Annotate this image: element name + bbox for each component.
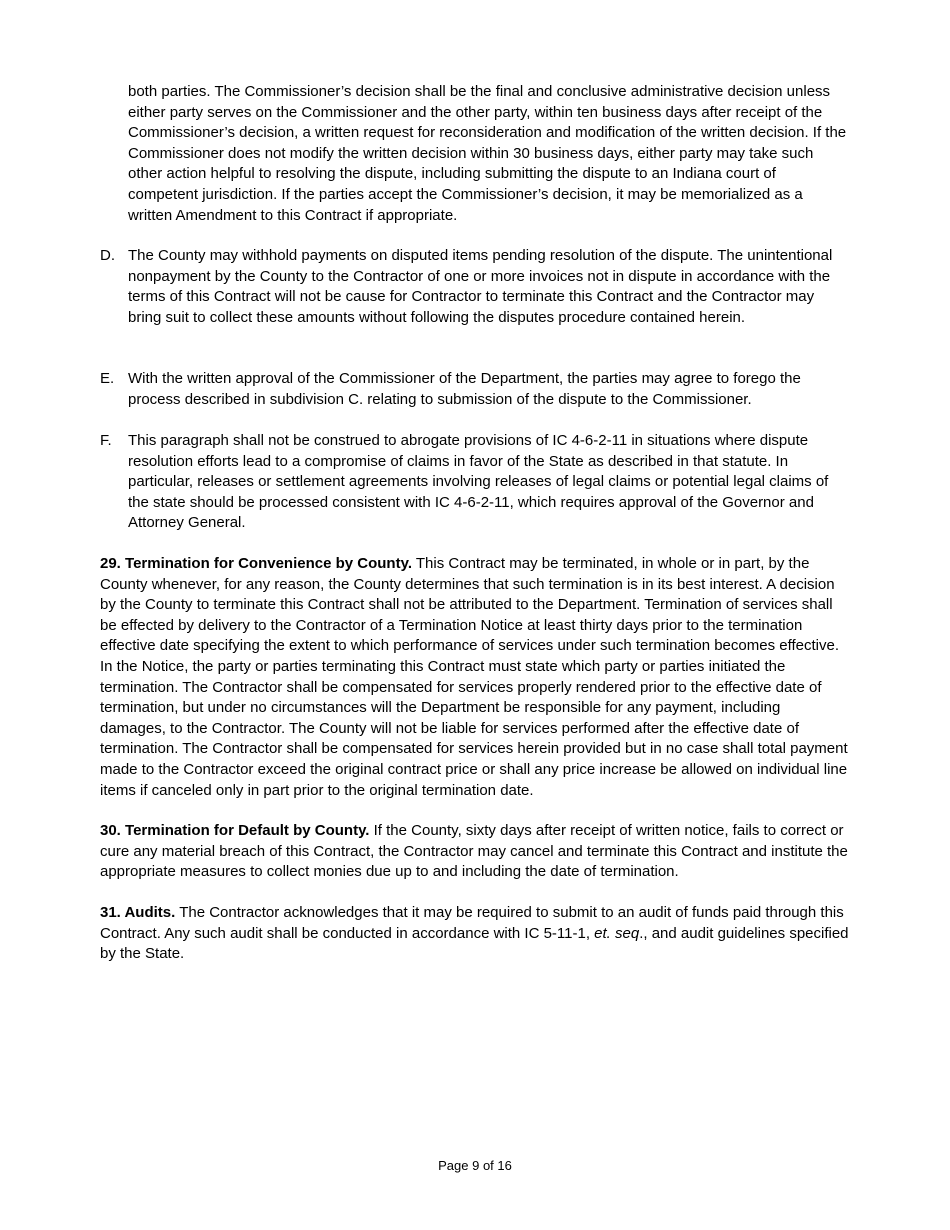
list-marker: F. xyxy=(100,432,112,449)
list-marker: D. xyxy=(100,247,115,264)
section-heading: 30. Termination for Default by County. xyxy=(100,822,370,839)
section-body: This Contract may be terminated, in whole or in part, by the County whenever, for any reason, the County determines that such termination is in its best interest. A decision by the County to terminate this Contract shall not be attributed to the Department. Termination of services shall be effected by delivery to the Contractor of a Termination Notice at least thirty days prior to the termination effective date specifying the extent to which performance of services under such termination becomes effective. In the Notice, the party or parties terminating this Contract must state which party or parties initiated the termination. The Contractor shall be compensated for services properly rendered prior to the effective date of termination, but under no circumstances will the Department be responsible for any payment, including damages, to the Contractor. The County will not be liable for services performed after the effective date of termination. The Contractor shall be compensated for services herein provided but in no case shall total payment made to the Contractor exceed the original contract price or shall any price increase be allowed on individual line items if canceled only in part prior to the original termination date. xyxy=(100,555,848,799)
list-item-text: This paragraph shall not be construed to abrogate provisions of IC 4-6-2-11 in situations where dispute resolution efforts lead to a compromise of claims in favor of the State as described in that statute. In particular, releases or settlement agreements involving releases of legal claims or potential legal claims of the state should be processed consistent with IC 4-6-2-11, which requires approval of the Governor and Attorney General. xyxy=(128,432,829,532)
section-body-end: ., and audit guidelines specified by the State. xyxy=(100,924,849,963)
list-item-text: The County may withhold payments on disputed items pending resolution of the dispute. The unintentional nonpayment by the County to the Contractor of one or more invoices not in dispute in accordance with the terms of this Contract will not be cause for Contractor to terminate this Contract and the Contractor may bring suit to collect these amounts without following the disputes procedure contained herein. xyxy=(128,247,833,326)
section-30-termination-default xyxy=(100,821,850,883)
continued-paragraph: both parties. The Commissioner’s decision shall be the final and conclusive administrative decision unless either party serves on the Commissioner and the other party, within ten business days after receipt of the Commissioner’s decision, a written request for reconsideration and modification of the written decision. If the Commissioner does not modify the written decision within 30 business days, either party may take such other action helpful to resolving the dispute, including submitting the dispute to an Indiana court of competent jurisdiction. If the parties accept the Commissioner’s decision, it may be memorialized as a written Amendment to this Contract if appropriate. xyxy=(128,83,847,224)
section-body: The Contractor acknowledges that it may be required to submit to an audit of funds paid through this Contract. Any such audit shall be conducted in accordance with IC 5-11-1, xyxy=(100,904,844,942)
page-number: Page 9 of 16 xyxy=(438,1158,512,1173)
section-heading: 31. Audits. xyxy=(100,904,176,921)
italic-citation: et. seq xyxy=(594,924,640,942)
section-29-termination-convenience xyxy=(100,554,850,801)
list-item-e xyxy=(100,369,850,410)
section-heading: 29. Termination for Convenience by County. xyxy=(100,555,412,572)
list-item-text: With the written approval of the Commissioner of the Department, the parties may agree to forego the process described in subdivision C. relating to submission of the dispute to the Commissioner. xyxy=(128,370,801,408)
section-body: If the County, sixty days after receipt of written notice, fails to correct or cure any material breach of this Contract, the Contractor may cancel and terminate this Contract and institute the appropriate measures to collect monies due up to and including the date of termination. xyxy=(100,822,848,881)
list-item-f xyxy=(100,431,850,534)
section-31-audits xyxy=(100,903,850,965)
list-item-d xyxy=(100,246,850,328)
list-marker: E. xyxy=(100,370,115,387)
